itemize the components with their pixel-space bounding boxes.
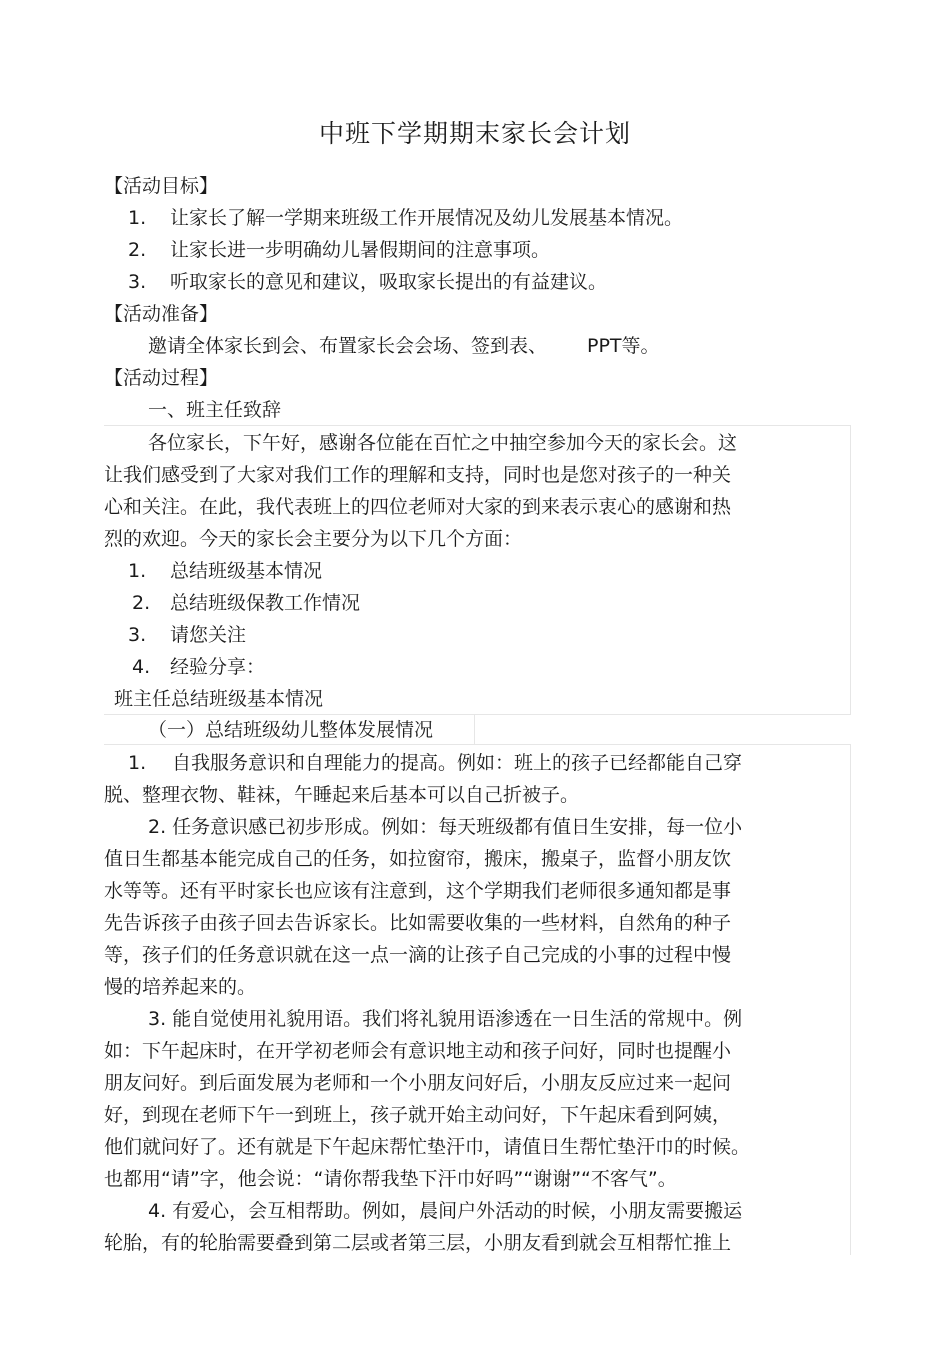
summary-line: 班主任总结班级基本情况 <box>114 688 324 710</box>
paragraph-line: 脱、整理衣物、鞋袜，午睡起来后基本可以自己折被子。 <box>104 784 580 806</box>
paragraph-line: 2. 任务意识感已初步形成。例如：每天班级都有值日生安排，每一位小 <box>148 816 743 838</box>
goal-item <box>128 202 683 234</box>
prep-text <box>148 330 660 362</box>
paragraph-number: 1. <box>128 752 147 774</box>
prep-ppt: PPT等。 <box>587 335 660 357</box>
subsection-heading: （一）总结班级幼儿整体发展情况 <box>148 719 434 741</box>
speech-line: 烈的欢迎。今天的家长会主要分为以下几个方面： <box>104 528 523 550</box>
paragraph-line <box>128 747 742 779</box>
paragraph-line: 值日生都基本能完成自己的任务，如拉窗帘，搬床，搬桌子，监督小朋友饮 <box>104 848 732 870</box>
aspect-text: 请您关注 <box>170 624 247 646</box>
prep-items: 邀请全体家长到会、布置家长会会场、签到表、 <box>148 335 548 357</box>
paragraph-line: 朋友问好。到后面发展为老师和一个小朋友问好后，小朋友反应过来一起问 <box>104 1072 732 1094</box>
aspect-number: 3. <box>128 624 147 646</box>
aspect-item <box>132 587 360 619</box>
paragraph-text: 自我服务意识和自理能力的提高。例如：班上的孩子已经都能自己穿 <box>172 752 743 774</box>
goal-text: 让家长了解一学期来班级工作开展情况及幼儿发展基本情况。 <box>170 207 684 229</box>
page-title: 中班下学期期末家长会计划 <box>318 119 631 148</box>
aspect-item <box>128 619 246 651</box>
aspect-number: 2. <box>132 592 151 614</box>
paragraph-line: 慢的培养起来的。 <box>104 976 257 998</box>
paragraph-line: 3. 能自觉使用礼貌用语。我们将礼貌用语渗透在一日生活的常规中。例 <box>148 1008 743 1030</box>
section-heading: 一、班主任致辞 <box>148 399 282 421</box>
goal-number: 2. <box>128 239 147 261</box>
goal-item <box>128 234 550 266</box>
goal-item <box>128 266 607 298</box>
paragraph-line: 他们就问好了。还有就是下午起床帮忙垫汗巾，请值日生帮忙垫汗巾的时候。 <box>104 1136 751 1158</box>
paragraph-line: 也都用“请”字，他会说：“请你帮我垫下汗巾好吗”“谢谢”“不客气”。 <box>104 1168 677 1190</box>
speech-line: 让我们感受到了大家对我们工作的理解和支持，同时也是您对孩子的一种关 <box>104 464 732 486</box>
speech-line: 心和关注。在此，我代表班上的四位老师对大家的到来表示衷心的感谢和热 <box>104 496 732 518</box>
goal-number: 1. <box>128 207 147 229</box>
aspect-item <box>128 555 322 587</box>
aspect-text: 经验分享： <box>170 656 266 678</box>
paragraph-line: 4. 有爱心，会互相帮助。例如，晨间户外活动的时候，小朋友需要搬运 <box>148 1200 743 1222</box>
paragraph-line: 先告诉孩子由孩子回去告诉家长。比如需要收集的一些材料，自然角的种子 <box>104 912 732 934</box>
paragraph-line: 好，到现在老师下午一到班上，孩子就开始主动问好，下午起床看到阿姨， <box>104 1104 732 1126</box>
paragraph-line: 轮胎，有的轮胎需要叠到第二层或者第三层，小朋友看到就会互相帮忙推上 <box>104 1232 732 1254</box>
goals-heading: 【活动目标】 <box>104 175 219 197</box>
goal-number: 3. <box>128 271 147 293</box>
aspect-item <box>132 651 265 683</box>
aspect-text: 总结班级基本情况 <box>170 560 323 582</box>
paragraph-line: 等，孩子们的任务意识就在这一点一滴的让孩子自己完成的小事的过程中慢 <box>104 944 732 966</box>
paragraph-line: 如：下午起床时，在开学初老师会有意识地主动和孩子问好，同时也提醒小 <box>104 1040 732 1062</box>
prep-heading: 【活动准备】 <box>104 303 219 325</box>
speech-line: 各位家长，下午好，感谢各位能在百忙之中抽空参加今天的家长会。这 <box>148 432 738 454</box>
aspect-text: 总结班级保教工作情况 <box>170 592 361 614</box>
aspect-number: 4. <box>132 656 151 678</box>
goal-text: 听取家长的意见和建议，吸取家长提出的有益建议。 <box>170 271 608 293</box>
paragraph-line: 水等等。还有平时家长也应该有注意到，这个学期我们老师很多通知都是事 <box>104 880 732 902</box>
aspect-number: 1. <box>128 560 147 582</box>
goal-text: 让家长进一步明确幼儿暑假期间的注意事项。 <box>170 239 551 261</box>
process-heading: 【活动过程】 <box>104 367 219 389</box>
